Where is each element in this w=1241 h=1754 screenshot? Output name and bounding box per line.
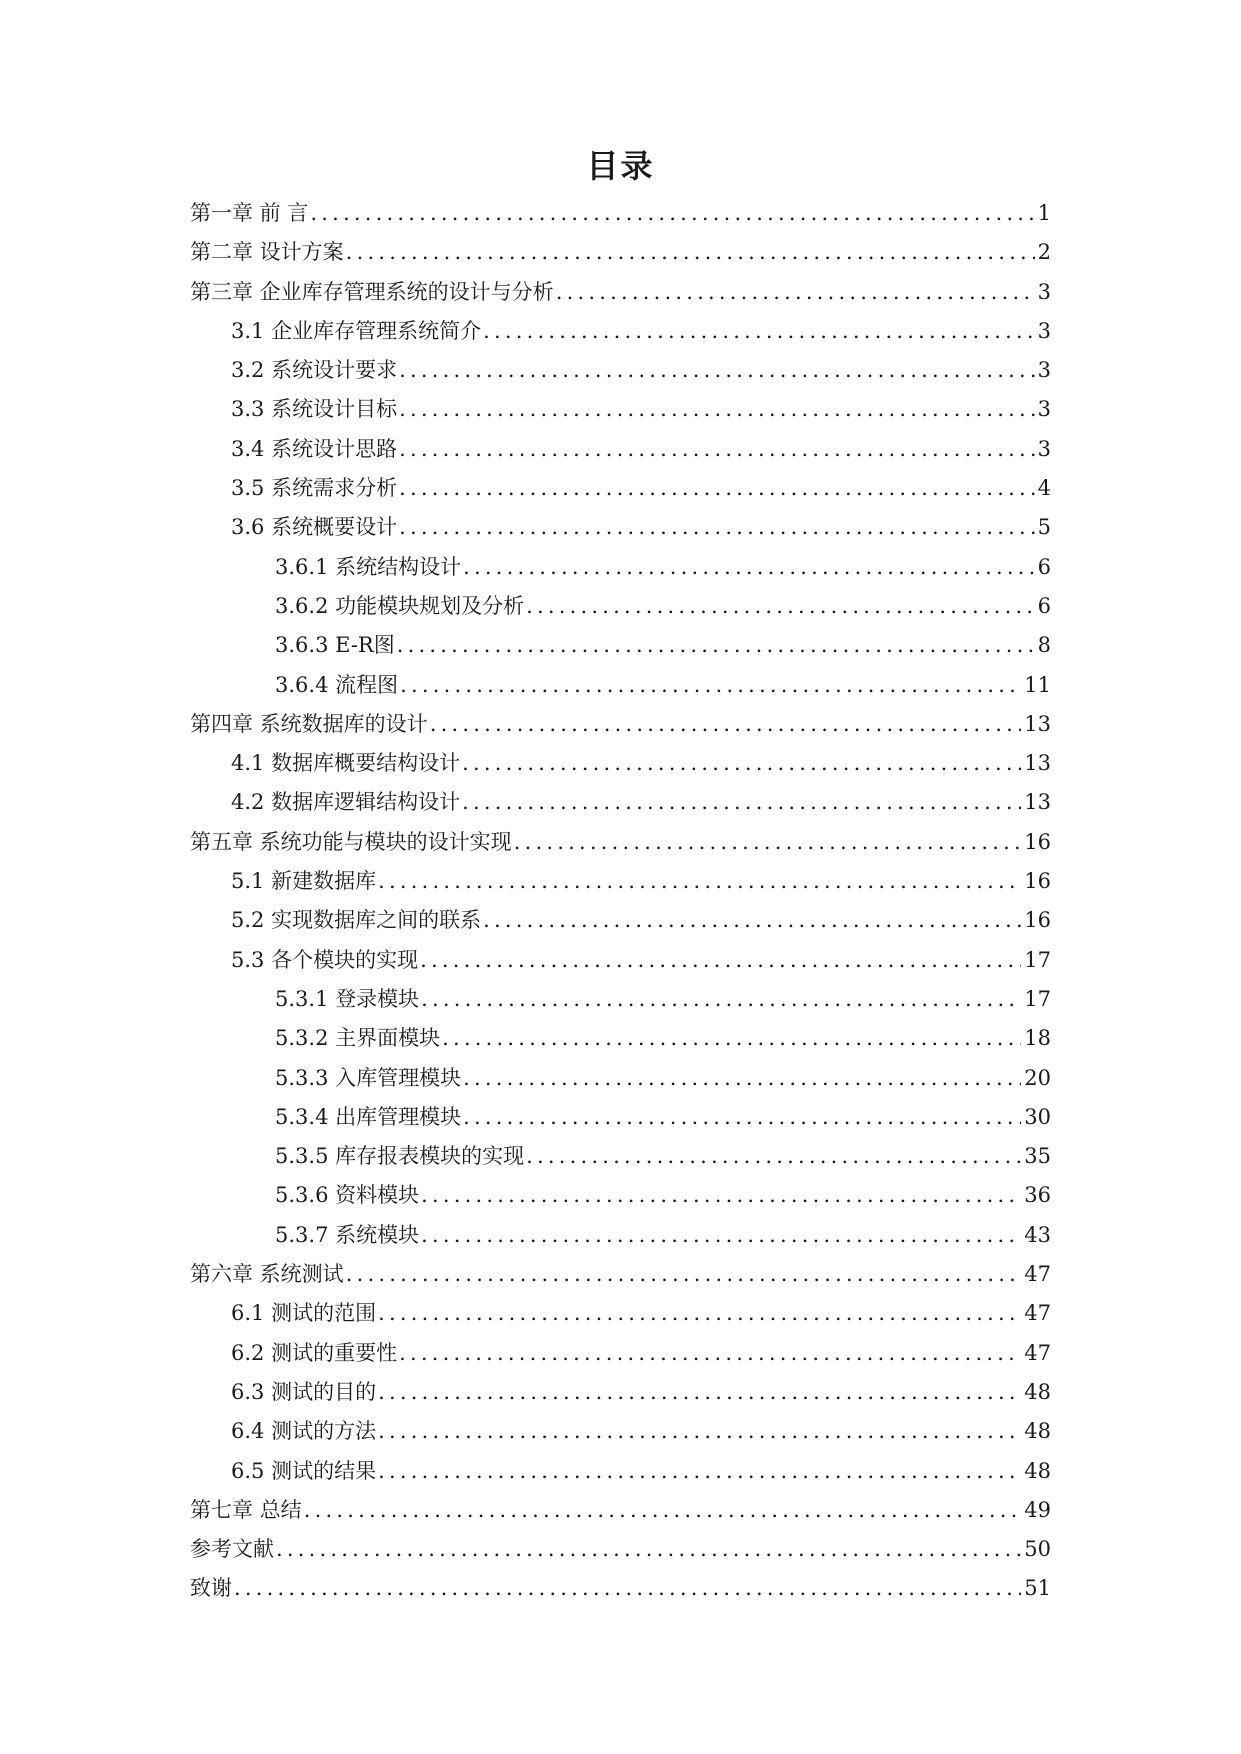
toc-entry-page-number: 30 bbox=[1024, 1104, 1051, 1129]
dot-leader bbox=[399, 469, 1035, 508]
toc-entry-title: 5.3.4 出库管理模块 bbox=[275, 1104, 462, 1129]
toc-entry[interactable] bbox=[190, 273, 1051, 312]
toc-entry-page-number: 3 bbox=[1037, 397, 1051, 422]
toc-entry[interactable] bbox=[190, 1098, 1051, 1137]
toc-entry[interactable] bbox=[190, 783, 1051, 822]
toc-entry[interactable] bbox=[190, 1334, 1051, 1373]
toc-entry[interactable] bbox=[190, 1491, 1051, 1530]
toc-entry-title: 3.6 系统概要设计 bbox=[231, 515, 398, 540]
dot-leader bbox=[346, 1255, 1022, 1294]
toc-entry[interactable] bbox=[190, 1137, 1051, 1176]
dot-leader bbox=[462, 783, 1021, 822]
dot-leader bbox=[556, 273, 1035, 312]
toc-entry-page-number: 6 bbox=[1037, 593, 1051, 618]
dot-leader bbox=[378, 1452, 1021, 1491]
toc-entry-title: 3.3 系统设计目标 bbox=[231, 397, 398, 422]
toc-entry[interactable] bbox=[190, 823, 1051, 862]
dot-leader bbox=[399, 390, 1035, 429]
toc-entry-title: 4.1 数据库概要结构设计 bbox=[231, 751, 461, 776]
toc-entry-title: 3.2 系统设计要求 bbox=[231, 358, 398, 383]
toc-entry-title: 5.2 实现数据库之间的联系 bbox=[231, 908, 482, 933]
dot-leader bbox=[514, 823, 1022, 862]
dot-leader bbox=[463, 1098, 1021, 1137]
toc-entry-title: 5.1 新建数据库 bbox=[231, 869, 377, 894]
toc-title: 目录 bbox=[586, 147, 655, 185]
toc-entry[interactable] bbox=[190, 1452, 1051, 1491]
dot-leader bbox=[399, 351, 1035, 390]
toc-list bbox=[190, 194, 1051, 1609]
toc-entry[interactable] bbox=[190, 390, 1051, 429]
toc-entry-title: 5.3.6 资料模块 bbox=[275, 1183, 420, 1208]
toc-entry-page-number: 13 bbox=[1024, 790, 1051, 815]
toc-entry-title: 3.6.2 功能模块规划及分析 bbox=[275, 593, 525, 618]
toc-entry-title: 5.3 各个模块的实现 bbox=[231, 947, 419, 972]
toc-entry[interactable] bbox=[190, 980, 1051, 1019]
dot-leader bbox=[399, 508, 1035, 547]
toc-entry[interactable] bbox=[190, 705, 1051, 744]
dot-leader bbox=[526, 1137, 1021, 1176]
toc-entry-page-number: 48 bbox=[1024, 1419, 1051, 1444]
toc-entry-title: 4.2 数据库逻辑结构设计 bbox=[231, 790, 461, 815]
toc-entry-title: 3.4 系统设计思路 bbox=[231, 436, 398, 461]
toc-entry-page-number: 17 bbox=[1024, 947, 1051, 972]
toc-entry-title: 3.5 系统需求分析 bbox=[231, 476, 398, 501]
toc-entry-page-number: 4 bbox=[1037, 476, 1051, 501]
toc-entry[interactable] bbox=[190, 1530, 1051, 1569]
toc-entry-page-number: 47 bbox=[1024, 1262, 1051, 1287]
toc-entry-page-number: 16 bbox=[1024, 869, 1051, 894]
toc-entry-page-number: 35 bbox=[1024, 1144, 1051, 1169]
toc-entry[interactable] bbox=[190, 1059, 1051, 1098]
toc-entry[interactable] bbox=[190, 744, 1051, 783]
toc-entry-page-number: 47 bbox=[1024, 1301, 1051, 1326]
toc-entry-title: 5.3.1 登录模块 bbox=[275, 986, 420, 1011]
toc-entry[interactable] bbox=[190, 194, 1051, 233]
toc-entry-page-number: 43 bbox=[1024, 1222, 1051, 1247]
toc-entry-page-number: 16 bbox=[1024, 829, 1051, 854]
toc-entry-page-number: 47 bbox=[1024, 1340, 1051, 1365]
toc-entry-title: 致谢 bbox=[190, 1576, 232, 1601]
toc-entry-page-number: 36 bbox=[1024, 1183, 1051, 1208]
toc-entry[interactable] bbox=[190, 666, 1051, 705]
toc-entry-title: 第二章 设计方案 bbox=[190, 240, 344, 265]
toc-entry-title: 3.6.1 系统结构设计 bbox=[275, 554, 462, 579]
toc-entry[interactable] bbox=[190, 1569, 1051, 1608]
dot-leader bbox=[463, 548, 1035, 587]
toc-entry-title: 6.1 测试的范围 bbox=[231, 1301, 377, 1326]
toc-entry-page-number: 2 bbox=[1037, 240, 1051, 265]
toc-entry-page-number: 6 bbox=[1037, 554, 1051, 579]
toc-entry[interactable] bbox=[190, 901, 1051, 940]
toc-entry[interactable] bbox=[190, 1412, 1051, 1451]
toc-entry-title: 6.3 测试的目的 bbox=[231, 1379, 377, 1404]
toc-entry-title: 5.3.3 入库管理模块 bbox=[275, 1065, 462, 1090]
toc-entry[interactable] bbox=[190, 233, 1051, 272]
toc-entry-page-number: 13 bbox=[1024, 751, 1051, 776]
dot-leader bbox=[462, 744, 1021, 783]
toc-entry-page-number: 49 bbox=[1024, 1497, 1051, 1522]
dot-leader bbox=[483, 901, 1021, 940]
toc-entry[interactable] bbox=[190, 508, 1051, 547]
toc-entry-title: 6.5 测试的结果 bbox=[231, 1458, 377, 1483]
toc-entry[interactable] bbox=[190, 469, 1051, 508]
toc-entry-title: 5.3.7 系统模块 bbox=[275, 1222, 420, 1247]
toc-entry[interactable] bbox=[190, 941, 1051, 980]
dot-leader bbox=[421, 1216, 1021, 1255]
dot-leader bbox=[400, 666, 1021, 705]
dot-leader bbox=[399, 430, 1035, 469]
toc-entry[interactable] bbox=[190, 1019, 1051, 1058]
toc-entry[interactable] bbox=[190, 626, 1051, 665]
dot-leader bbox=[421, 1176, 1021, 1215]
dot-leader bbox=[378, 1373, 1021, 1412]
toc-entry-title: 6.2 测试的重要性 bbox=[231, 1340, 398, 1365]
toc-entry-title: 第五章 系统功能与模块的设计实现 bbox=[190, 829, 512, 854]
toc-entry[interactable] bbox=[190, 1373, 1051, 1412]
toc-entry-page-number: 1 bbox=[1037, 201, 1051, 225]
toc-entry-title: 第七章 总结 bbox=[190, 1497, 302, 1522]
dot-leader bbox=[304, 1491, 1022, 1530]
dot-leader bbox=[421, 980, 1021, 1019]
toc-entry-title: 3.6.3 E-R图 bbox=[275, 633, 395, 658]
dot-leader bbox=[234, 1569, 1021, 1608]
dot-leader bbox=[378, 862, 1021, 901]
toc-entry-page-number: 50 bbox=[1024, 1537, 1051, 1562]
toc-entry[interactable] bbox=[190, 548, 1051, 587]
toc-entry-page-number: 16 bbox=[1024, 908, 1051, 933]
dot-leader bbox=[526, 587, 1035, 626]
toc-entry-title: 5.3.5 库存报表模块的实现 bbox=[275, 1144, 525, 1169]
dot-leader bbox=[463, 1059, 1021, 1098]
toc-entry-title: 3.6.4 流程图 bbox=[275, 672, 399, 697]
toc-entry-page-number: 3 bbox=[1037, 436, 1051, 461]
toc-entry-page-number: 5 bbox=[1037, 515, 1051, 540]
toc-entry[interactable] bbox=[190, 1294, 1051, 1333]
dot-leader bbox=[346, 233, 1035, 272]
toc-entry[interactable] bbox=[190, 862, 1051, 901]
toc-entry[interactable] bbox=[190, 1216, 1051, 1255]
toc-entry-page-number: 8 bbox=[1037, 633, 1051, 658]
toc-entry[interactable] bbox=[190, 587, 1051, 626]
dot-leader bbox=[397, 626, 1035, 665]
toc-entry[interactable] bbox=[190, 430, 1051, 469]
toc-entry-page-number: 3 bbox=[1037, 318, 1051, 343]
toc-entry-title: 第三章 企业库存管理系统的设计与分析 bbox=[190, 279, 554, 304]
toc-entry-page-number: 11 bbox=[1024, 672, 1051, 697]
toc-entry[interactable] bbox=[190, 351, 1051, 390]
dot-leader bbox=[310, 194, 1034, 233]
toc-entry-page-number: 3 bbox=[1037, 358, 1051, 383]
toc-entry-page-number: 18 bbox=[1024, 1026, 1051, 1051]
toc-entry-page-number: 13 bbox=[1024, 711, 1051, 736]
toc-entry-title: 第一章 前 言 bbox=[190, 201, 309, 225]
dot-leader bbox=[442, 1019, 1021, 1058]
dot-leader bbox=[430, 705, 1022, 744]
toc-entry-title: 3.1 企业库存管理系统简介 bbox=[231, 318, 482, 343]
dot-leader bbox=[378, 1294, 1021, 1333]
toc-entry-title: 第四章 系统数据库的设计 bbox=[190, 711, 428, 736]
toc-entry-title: 5.3.2 主界面模块 bbox=[275, 1026, 441, 1051]
toc-entry-page-number: 51 bbox=[1024, 1576, 1051, 1601]
toc-entry-title: 参考文献 bbox=[190, 1537, 274, 1562]
dot-leader bbox=[483, 312, 1035, 351]
dot-leader bbox=[399, 1334, 1021, 1373]
toc-entry[interactable] bbox=[190, 1176, 1051, 1215]
toc-entry-page-number: 48 bbox=[1024, 1458, 1051, 1483]
toc-entry[interactable] bbox=[190, 1255, 1051, 1294]
toc-entry-title: 第六章 系统测试 bbox=[190, 1262, 344, 1287]
toc-entry-page-number: 17 bbox=[1024, 986, 1051, 1011]
dot-leader bbox=[420, 941, 1021, 980]
dot-leader bbox=[276, 1530, 1021, 1569]
toc-entry-page-number: 48 bbox=[1024, 1379, 1051, 1404]
toc-entry-title: 6.4 测试的方法 bbox=[231, 1419, 377, 1444]
toc-entry-page-number: 3 bbox=[1037, 279, 1051, 304]
toc-entry-page-number: 20 bbox=[1024, 1065, 1051, 1090]
dot-leader bbox=[378, 1412, 1021, 1451]
toc-entry[interactable] bbox=[190, 312, 1051, 351]
